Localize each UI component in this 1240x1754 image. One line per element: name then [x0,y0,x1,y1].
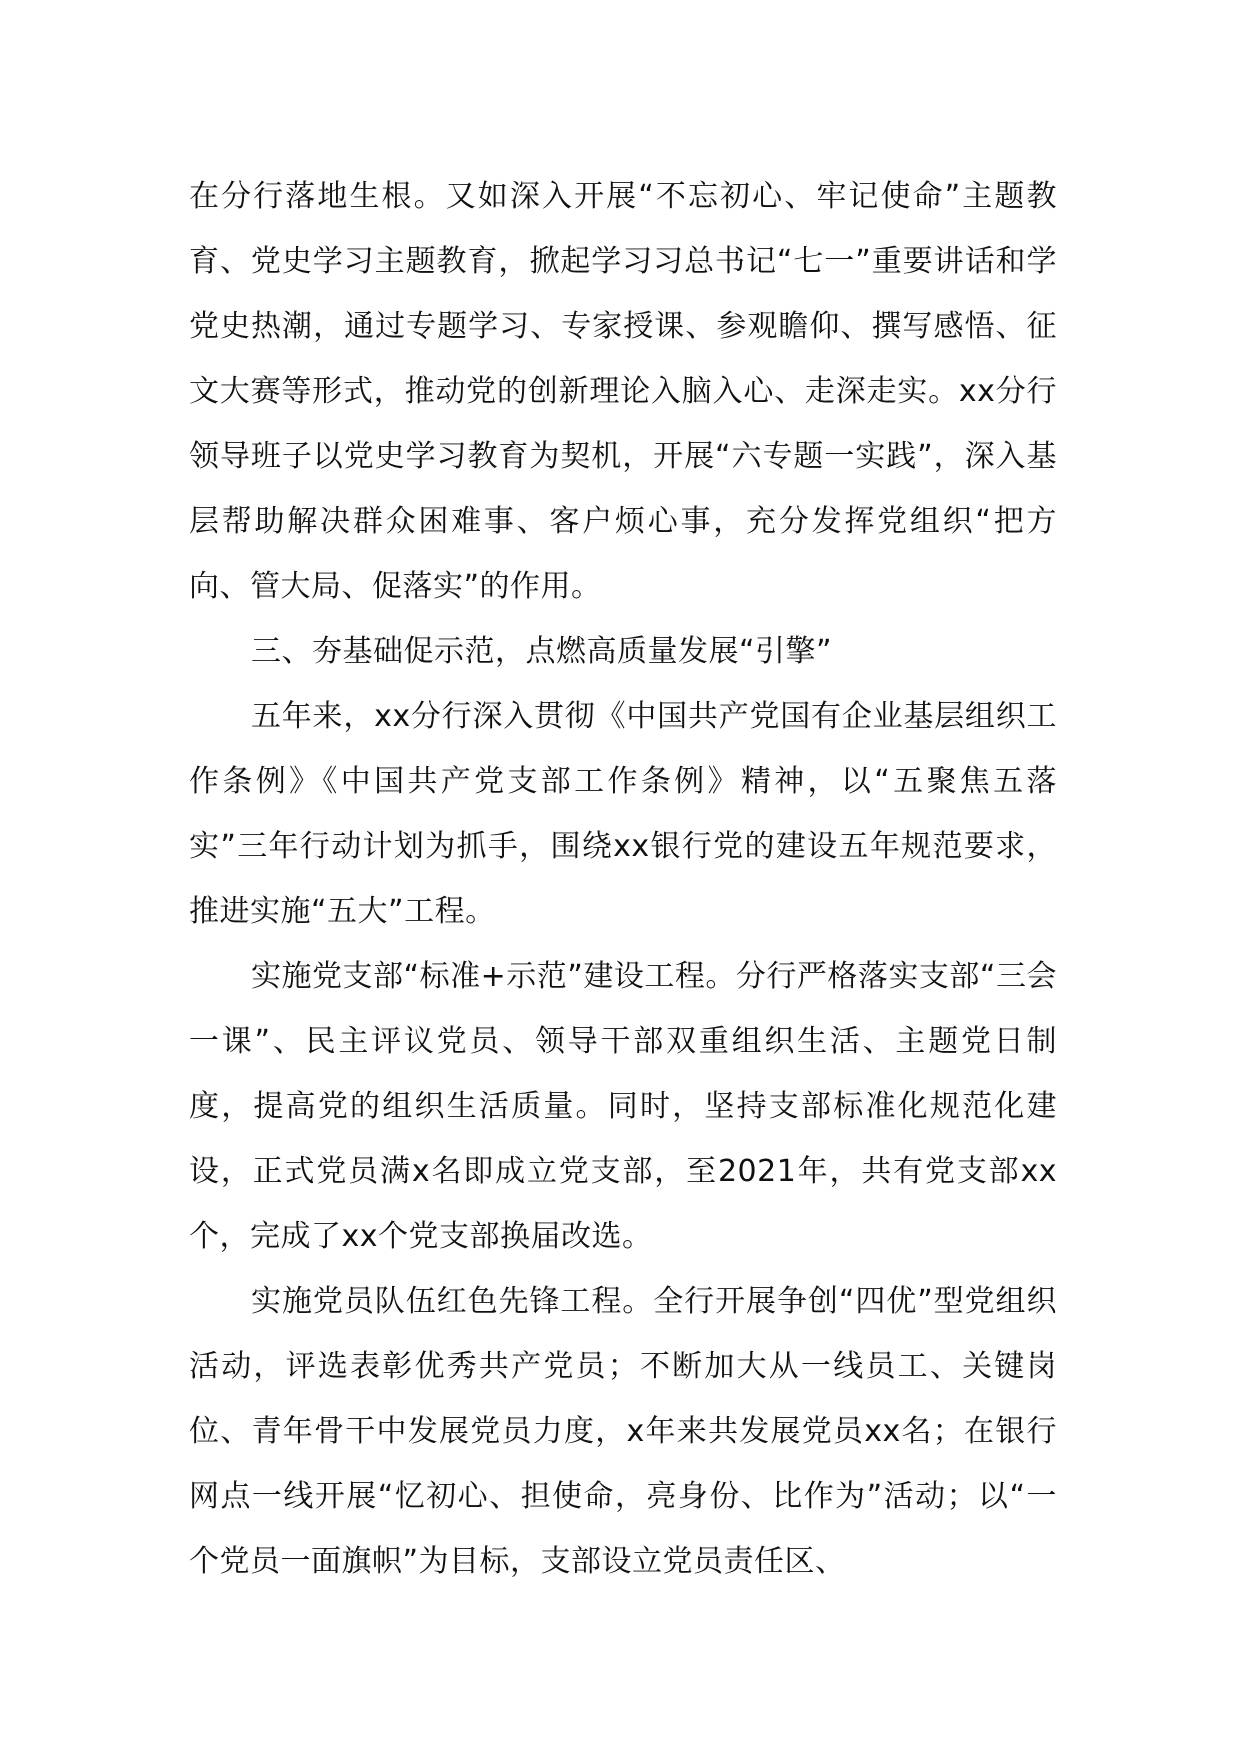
section-heading-three: 三、夯基础促示范，点燃高质量发展“引擎” [251,634,833,669]
paragraph-continuation: 在分行落地生根。又如深入开展“不忘初心、牢记使命”主题教育、党史学习主题教育，掀起学习习总书记“七一”重要讲话和学党史热潮，通过专题学习、专家授课、参观瞻仰、撰写感悟、征文大赛等形式，推动党的创新理论入脑入心、走深走实。xx分行领导班子以党史学习教育为契机，开展“六专题一实践”，深入基层帮助解决群众困难事、客户烦心事，充分发挥党组织“把方向、管大局、促落实”的作用。 [189,179,1057,604]
paragraph-red-vanguard: 实施党员队伍红色先锋工程。全行开展争创“四优”型党组织活动，评选表彰优秀共产党员；不断加大从一线员工、关键岗位、青年骨干中发展党员力度，x年来共发展党员xx名；在银行网点一线开展“忆初心、担使命，亮身份、比作为”活动；以“一个党员一面旗帜”为目标，支部设立党员责任区、 [189,1284,1057,1579]
paragraph-five-years: 五年来，xx分行深入贯彻《中国共产党国有企业基层组织工作条例》《中国共产党支部工作条例》精神，以“五聚焦五落实”三年行动计划为抓手，围绕xx银行党的建设五年规范要求，推进实施“五大”工程。 [189,699,1057,929]
document-body [189,164,1057,1594]
paragraph-branch-standard: 实施党支部“标准+示范”建设工程。分行严格落实支部“三会一课”、民主评议党员、领导干部双重组织生活、主题党日制度，提高党的组织生活质量。同时，坚持支部标准化规范化建设，正式党员满x名即成立党支部，至2021年，共有党支部xx个，完成了xx个党支部换届改选。 [189,959,1057,1254]
